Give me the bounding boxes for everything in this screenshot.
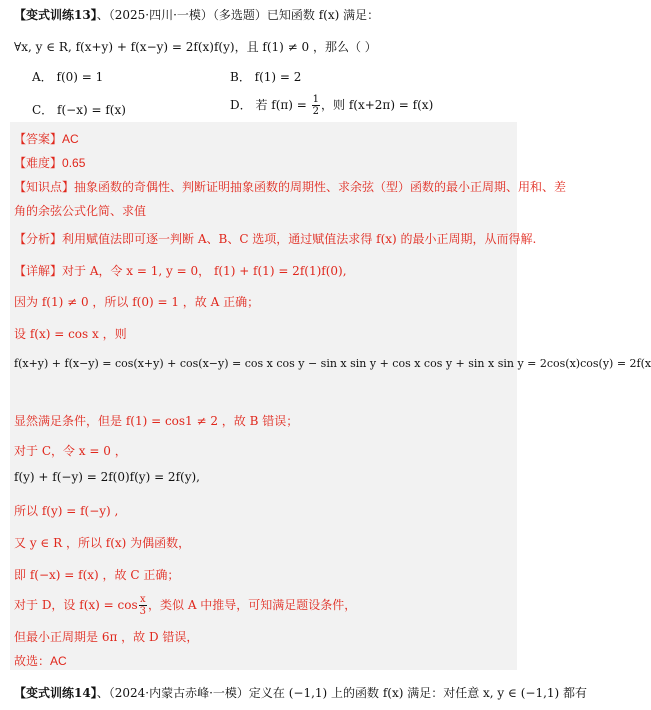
option-d-text-post: ，则 f(x+2π) = f(x) <box>321 98 434 112</box>
detail-line-10: 即 f(−x) = f(x) ，故 C 正确； <box>14 568 180 582</box>
question-13-type: （多选题） <box>212 8 267 22</box>
option-a <box>32 68 103 85</box>
option-d-fraction: $\frac{1}{2}$ <box>312 94 320 117</box>
final-line <box>14 652 67 669</box>
detail-d-fraction: $\frac{x}{3}$ <box>139 594 146 617</box>
option-d-text-pre: 若 f(π) = <box>255 98 311 112</box>
detail-line-5: 显然满足条件，但是 f(1) = cos1 ≠ 2 ，故 B 错误； <box>14 414 299 428</box>
analysis-label: 【分析】 <box>14 232 63 246</box>
question-13-stem: 已知函数 f(x) 满足： <box>266 8 380 22</box>
question-14-sep: 、 <box>96 686 109 700</box>
question-13-condition: ∀x, y ∈ R, f(x+y) + f(x−y) = 2f(x)f(y)，且 f(1) ≠ 0 ，那么（ ） <box>14 40 377 54</box>
option-c <box>32 101 126 118</box>
answer-line <box>14 130 79 147</box>
detail-label: 【详解】 <box>14 264 63 278</box>
detail-line-6: 对于 C，令 x = 0 ， <box>14 444 127 458</box>
detail-line-11: 但最小正周期是 6π ，故 D 错误， <box>14 630 199 644</box>
final-value: AC <box>50 654 67 668</box>
detail-line-4: f(x+y) + f(x−y) = cos(x+y) + cos(x−y) = cos x cos y − sin x sin y + cos x cos y + sin x sin y = 2cos(x)cos(y) = 2f(x <box>14 357 651 370</box>
option-b-label: B． <box>230 70 251 84</box>
detail-line-7: f(y) + f(−y) = 2f(0)f(y) = 2f(y), <box>14 470 200 484</box>
question-13-header <box>14 6 379 23</box>
question-13-sep: 、 <box>96 8 109 22</box>
detail-a-text: 对于 A，令 x = 1, y = 0， f(1) + f(1) = 2f(1)f(0), <box>62 264 347 278</box>
difficulty-label: 【难度】 <box>14 156 63 170</box>
knowledge-text-1: 抽象函数的奇偶性、判断证明抽象函数的周期性、求余弦（型）函数的最小正周期、用和、差 <box>74 180 567 194</box>
knowledge-line-1 <box>14 178 566 195</box>
analysis-text: 利用赋值法即可逐一判断 A、B、C 选项，通过赋值法求得 f(x) 的最小正周期，从而得解. <box>62 232 537 246</box>
option-c-text: f(−x) = f(x) <box>57 103 126 117</box>
detail-line-2: 因为 f(1) ≠ 0 ，所以 f(0) = 1 ，故 A 正确； <box>14 295 260 309</box>
option-d-label: D． <box>230 98 252 112</box>
option-d <box>230 94 433 117</box>
detail-line-d <box>14 594 356 617</box>
answer-value: AC <box>62 132 79 146</box>
option-c-label: C． <box>32 103 54 117</box>
option-b <box>230 68 301 85</box>
detail-line-8: 所以 f(y) = f(−y) , <box>14 504 119 518</box>
difficulty-value: 0.65 <box>62 156 86 170</box>
option-b-text: f(1) = 2 <box>254 70 302 84</box>
question-13-tag: 【变式训练13】 <box>14 8 97 22</box>
option-a-text: f(0) = 1 <box>56 70 104 84</box>
answer-label: 【答案】 <box>14 132 63 146</box>
detail-d-post: ，类似 A 中推导，可知满足题设条件， <box>148 598 357 612</box>
question-13-source: （2025·四川·一模） <box>108 8 213 22</box>
question-14-text: 定义在 (−1,1) 上的函数 f(x) 满足：对任意 x, y ∈ (−1,1) 都有 <box>248 686 588 700</box>
detail-line-3: 设 f(x) = cos x ，则 <box>14 327 127 341</box>
question-14-tag: 【变式训练14】 <box>14 686 97 700</box>
question-14-header <box>14 684 587 701</box>
detail-d-pre: 对于 D，设 f(x) = cos <box>14 598 138 612</box>
analysis-line <box>14 230 536 247</box>
question-14-source: （2024·内蒙古赤峰·一模） <box>108 686 249 700</box>
final-label: 故选： <box>14 654 51 668</box>
detail-line-9: 又 y ∈ R ，所以 f(x) 为偶函数， <box>14 536 191 550</box>
difficulty-line <box>14 154 85 171</box>
knowledge-label: 【知识点】 <box>14 180 75 194</box>
option-a-label: A． <box>32 70 53 84</box>
detail-line-a <box>14 262 347 279</box>
knowledge-line-2: 角的余弦公式化简、求值 <box>14 204 147 218</box>
